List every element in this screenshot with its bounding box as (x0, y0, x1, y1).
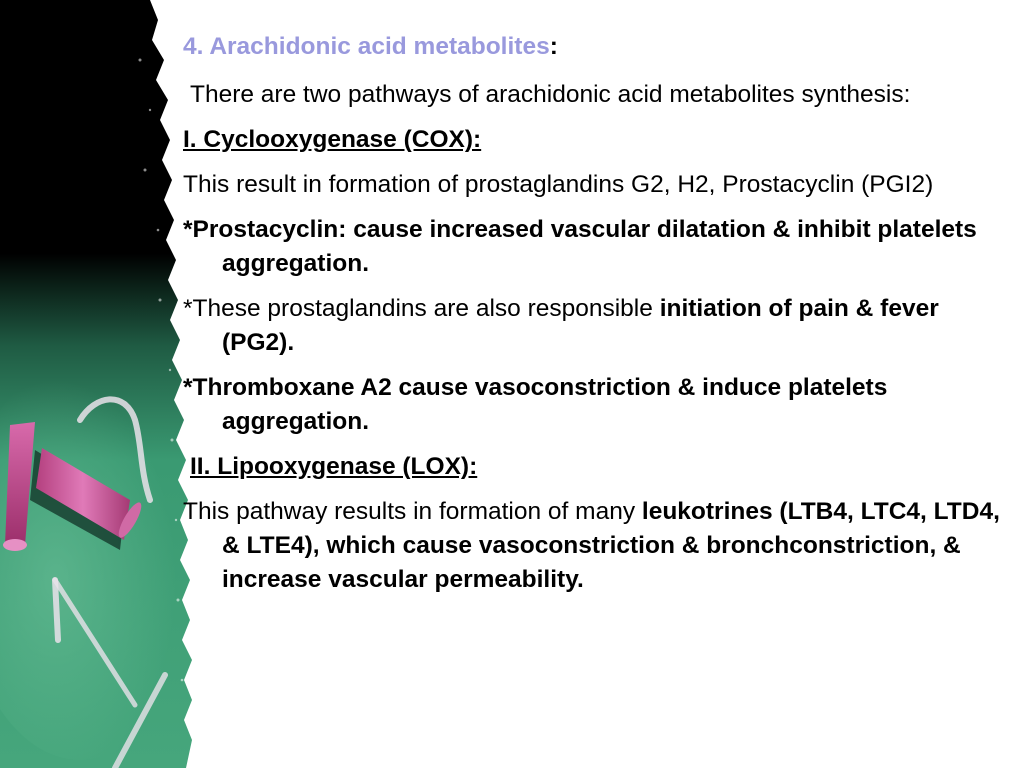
lox-formation-paragraph (183, 495, 1003, 597)
title-colon: : (549, 33, 558, 60)
title-text: 4. Arachidonic acid metabolites (183, 33, 550, 60)
slide-body (183, 30, 1003, 608)
prostaglandins-normal-text: *These prostaglandins are also responsible (183, 295, 660, 322)
prostaglandins-bold-text: initiation of pain & fever (PG2). (222, 295, 939, 356)
lox-normal-text: This pathway results in formation of many (183, 498, 642, 525)
prostacyclin-paragraph: *Prostacyclin: cause increased vascular dilatation & inhibit platelets aggregation. (183, 216, 977, 277)
prostaglandins-paragraph (183, 292, 1003, 360)
cox-heading (183, 123, 1003, 157)
cox-heading-text: I. Cyclooxygenase (COX): (183, 126, 482, 153)
lox-heading-text: II. Lipooxygenase (LOX): (190, 453, 478, 480)
cox-formation-paragraph: This result in formation of prostaglandins G2, H2, Prostacyclin (PGI2) (183, 171, 934, 198)
lox-heading (183, 450, 1003, 484)
lox-bold-text: leukotrines (LTB4, LTC4, LTD4, & LTE4), which cause vasoconstriction & bronchconstriction, & increase vascular permeability. (222, 498, 1000, 593)
slide-title (183, 30, 1003, 64)
chalkboard-decoration-image (0, 0, 200, 768)
thromboxane-paragraph: *Thromboxane A2 cause vasoconstriction & induce platelets aggregation. (183, 374, 888, 435)
intro-paragraph: There are two pathways of arachidonic acid metabolites synthesis: (190, 81, 911, 108)
